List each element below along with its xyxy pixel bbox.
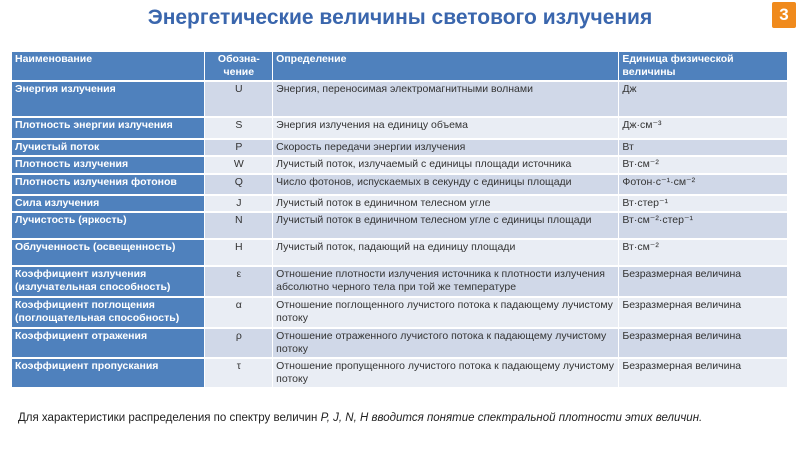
quantity-symbol: P bbox=[205, 139, 273, 156]
table-row bbox=[12, 358, 788, 388]
quantity-definition: Лучистый поток в единичном телесном угле bbox=[273, 195, 619, 212]
footnote bbox=[18, 411, 788, 426]
header-name: Наименование bbox=[12, 52, 205, 81]
header-definition: Определение bbox=[273, 52, 619, 81]
quantity-name: Сила излучения bbox=[12, 195, 205, 212]
quantity-name: Лучистость (яркость) bbox=[12, 212, 205, 239]
quantity-symbol: α bbox=[205, 297, 273, 328]
table-header bbox=[12, 52, 788, 81]
quantity-definition: Скорость передачи энергии излучения bbox=[273, 139, 619, 156]
footnote-italic-text: P, J, N, H вводится понятие спектральной плотности этих величин. bbox=[320, 412, 703, 424]
header-unit: Единица физической величины bbox=[619, 52, 788, 81]
quantity-name: Энергия излучения bbox=[12, 81, 205, 117]
table-row bbox=[12, 117, 788, 139]
quantity-symbol: S bbox=[205, 117, 273, 139]
quantity-unit: Вт·см⁻²·стер⁻¹ bbox=[619, 212, 788, 239]
table-row bbox=[12, 156, 788, 174]
quantity-unit: Вт·см⁻² bbox=[619, 239, 788, 266]
header-symbol: Обозна-чение bbox=[205, 52, 273, 81]
quantity-unit: Дж bbox=[619, 81, 788, 117]
quantity-symbol: ρ bbox=[205, 328, 273, 358]
quantity-symbol: J bbox=[205, 195, 273, 212]
table-row bbox=[12, 195, 788, 212]
quantity-name: Коэффициент излучения (излучательная способность) bbox=[12, 266, 205, 297]
quantities-table bbox=[12, 52, 788, 389]
quantity-definition: Лучистый поток, излучаемый с единицы площади источника bbox=[273, 156, 619, 174]
quantity-definition: Лучистый поток, падающий на единицу площади bbox=[273, 239, 619, 266]
quantity-symbol: ε bbox=[205, 266, 273, 297]
quantity-definition: Отношение отраженного лучистого потока к падающему лучистому потоку bbox=[273, 328, 619, 358]
table-row bbox=[12, 266, 788, 297]
table-row bbox=[12, 328, 788, 358]
quantity-unit: Вт bbox=[619, 139, 788, 156]
quantity-definition: Лучистый поток в единичном телесном угле с единицы площади bbox=[273, 212, 619, 239]
quantity-symbol: Q bbox=[205, 174, 273, 195]
quantity-unit: Безразмерная величина bbox=[619, 297, 788, 328]
slide-number-badge: 3 bbox=[772, 2, 796, 28]
quantity-definition: Энергия излучения на единицу объема bbox=[273, 117, 619, 139]
quantity-symbol: N bbox=[205, 212, 273, 239]
table-row bbox=[12, 297, 788, 328]
table-row bbox=[12, 239, 788, 266]
quantity-unit: Безразмерная величина bbox=[619, 358, 788, 388]
slide-title: Энергетические величины светового излучения bbox=[147, 6, 653, 29]
quantity-symbol: τ bbox=[205, 358, 273, 388]
quantity-name: Коэффициент поглощения (поглощательная способность) bbox=[12, 297, 205, 328]
quantity-name: Облученность (освещенность) bbox=[12, 239, 205, 266]
quantity-unit: Дж·см⁻³ bbox=[619, 117, 788, 139]
table-row bbox=[12, 139, 788, 156]
quantity-unit: Безразмерная величина bbox=[619, 328, 788, 358]
quantity-symbol: H bbox=[205, 239, 273, 266]
quantity-unit: Вт·см⁻² bbox=[619, 156, 788, 174]
table-row bbox=[12, 174, 788, 195]
footnote-text: Для характеристики распределения по спектру величин bbox=[18, 412, 321, 424]
quantity-definition: Энергия, переносимая электромагнитными волнами bbox=[273, 81, 619, 117]
quantity-name: Плотность энергии излучения bbox=[12, 117, 205, 139]
table-row bbox=[12, 81, 788, 117]
quantity-definition: Число фотонов, испускаемых в секунду с единицы площади bbox=[273, 174, 619, 195]
quantity-symbol: U bbox=[205, 81, 273, 117]
quantity-name: Лучистый поток bbox=[12, 139, 205, 156]
quantity-definition: Отношение пропущенного лучистого потока к падающему лучистому потоку bbox=[273, 358, 619, 388]
quantity-unit: Вт·стер⁻¹ bbox=[619, 195, 788, 212]
quantity-name: Коэффициент пропускания bbox=[12, 358, 205, 388]
quantity-symbol: W bbox=[205, 156, 273, 174]
quantity-unit: Безразмерная величина bbox=[619, 266, 788, 297]
quantity-definition: Отношение поглощенного лучистого потока к падающему лучистому потоку bbox=[273, 297, 619, 328]
table-row bbox=[12, 212, 788, 239]
quantity-definition: Отношение плотности излучения источника к плотности излучения абсолютно черного тела при той же температуре bbox=[273, 266, 619, 297]
quantity-unit: Фотон·с⁻¹·см⁻² bbox=[619, 174, 788, 195]
quantity-name: Плотность излучения bbox=[12, 156, 205, 174]
quantity-name: Плотность излучения фотонов bbox=[12, 174, 205, 195]
quantity-name: Коэффициент отражения bbox=[12, 328, 205, 358]
